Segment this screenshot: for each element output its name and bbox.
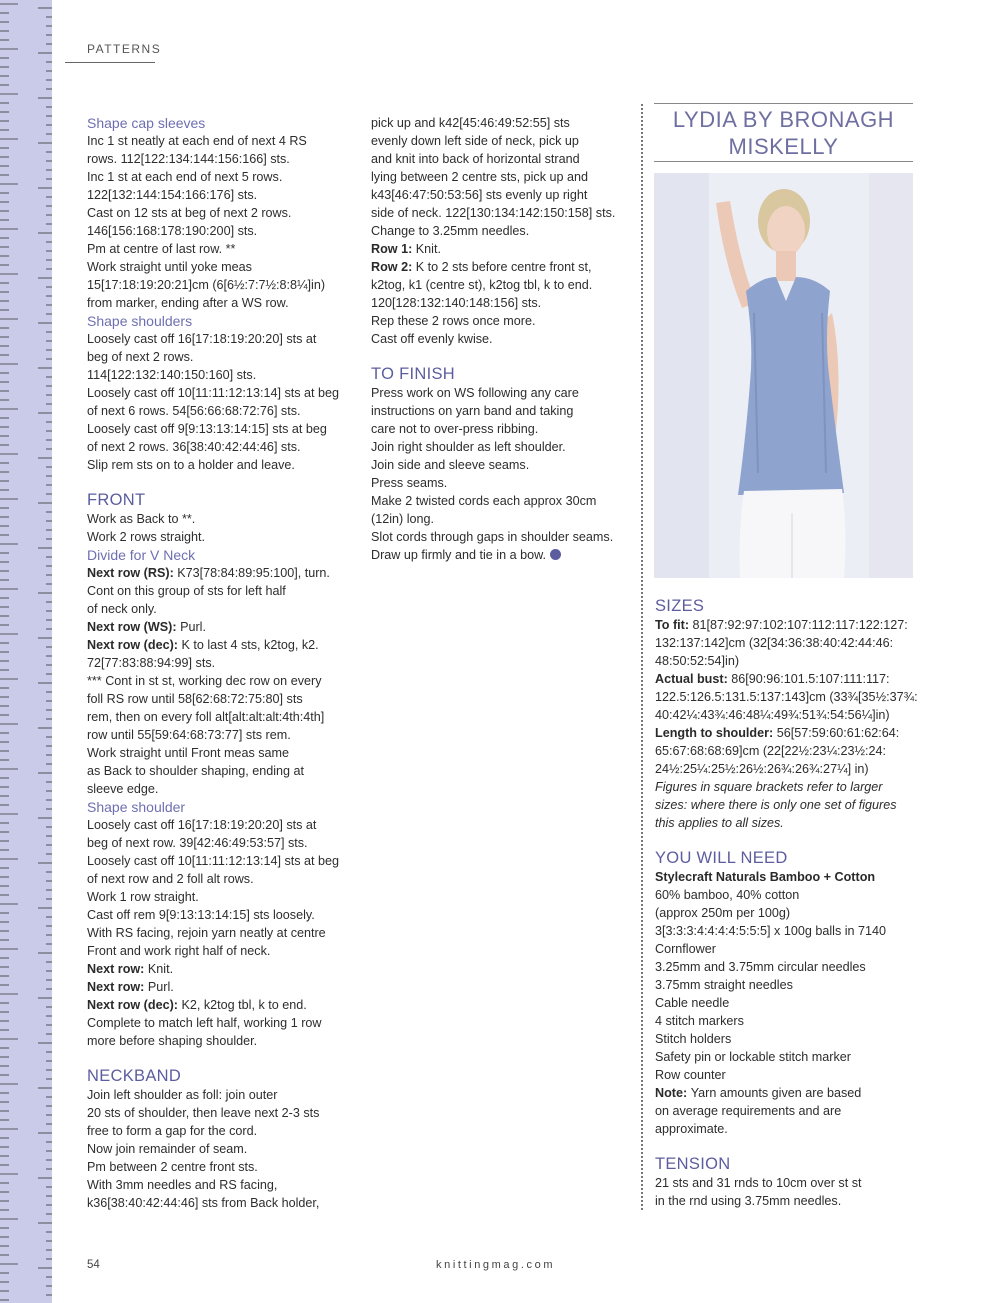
instruction-text: Purl. [147,980,174,994]
column-divider [641,104,643,1210]
model-illustration [654,173,913,578]
instruction-paragraph: Inc 1 st neatly at each end of next 4 RS rows. 112[122:134:144:156:166] sts. Inc 1 st at each end of next 5 rows. 122[132:144:154:166:176] sts. Cast on 12 sts at beg of next 2 rows. 146[156:168:178:190:200] sts. Pm at centre of last row. ** Work straight until yoke meas 15[17:18:19:20:21]cm (6[6½:7:7½:8:8¼]in) from marker, ending after a WS row. [87,134,326,310]
instruction-label: Row 2: [371,260,416,274]
instruction-paragraph: 60% bamboo, 40% cotton (approx 250m per 100g) 3[3:3:3:4:4:4:4:5:5:5] x 100g balls in 7140 Cornflower 3.25mm and 3.75mm circular needles 3.75mm straight needles Cable needle 4 stitch markers Stitch holders Safety pin or lockable stitch marker Row counter [655,888,887,1082]
pattern-info-column [655,596,920,1210]
subheading: Shape cap sleeves [87,115,206,131]
instruction-paragraph: 21 sts and 31 rnds to 10cm over st st in the rnd using 3.75mm needles. [655,1176,862,1208]
instruction-text: K2, k2tog tbl, k to end. [181,998,307,1012]
instruction-paragraph: *** Cont in st st, working dec row on every foll RS row until 58[62:68:72:75:80] sts rem, then on every foll alt[alt:alt:alt:4th:4th] row until 55[59:64:68:73:77] sts rem. Work straight until Front meas same as Back to shoulder shaping, ending at sleeve edge. [87,674,325,796]
instruction-text: Knit. [415,242,441,256]
instruction-label: To fit: [655,618,693,632]
instruction-paragraph: pick up and k42[45:46:49:52:55] sts evenly down left side of neck, pick up and knit into back of horizontal strand lying between 2 centre sts, pick up and k43[46:47:50:53:56] sts evenly up right side of neck. 122[130:134:142:150:158] sts. Change to 3.25mm needles. [371,116,616,238]
subheading: Shape shoulders [87,313,193,329]
instruction-label: Next row: [87,980,148,994]
pattern-column-1 [87,114,352,1212]
instruction-label: Next row (RS): [87,566,178,580]
model-photo [654,173,913,578]
section-heading: TENSION [655,1155,731,1173]
title-line-1: LYDIA BY BRONAGH [672,107,895,132]
instruction-paragraph [87,618,352,636]
section-heading: FRONT [87,491,146,509]
website-footer: knittingmag.com [436,1259,556,1271]
instruction-label: Stylecraft Naturals Bamboo + Cotton [655,870,876,884]
instruction-paragraph [655,670,920,724]
instruction-text: K to 2 sts before centre front st, k2tog, k1 (centre st), k2tog tbl, k to end. 120[128:132:140:148:156] sts. [371,260,593,310]
instruction-paragraph: Press work on WS following any care instructions on yarn band and taking care not to over-press ribbing. Join right shoulder as left shoulder. Join side and sleeve seams. Press seams. Make 2 twisted cords each approx 30cm (12in) long. Slot cords through gaps in shoulder seams. Draw up firmly and tie in a bow. [371,386,614,562]
instruction-label: Length to shoulder: [655,726,777,740]
spacer [87,474,352,490]
end-mark-icon [550,549,561,560]
title-line-2: MISKELLY [728,134,839,159]
instruction-text: 56[57:59:60:61:62:64: 65:67:68:68:69]cm (22[22½:23¼:23½:24: 24½:25¼:25½:26½:26¾:26¾:27¼] in) [655,726,900,776]
title-rule-bottom [654,161,913,162]
instruction-paragraph: Complete to match left half, working 1 row more before shaping shoulder. [87,1016,322,1048]
title-rule-top [654,103,913,104]
instruction-label: Next row: [87,962,148,976]
page-number: 54 [87,1259,100,1271]
pattern-title [654,106,913,160]
section-heading: SIZES [655,597,705,615]
instruction-paragraph [371,240,631,258]
instruction-paragraph [655,724,920,778]
instruction-label: Next row (dec): [87,998,182,1012]
section-heading: YOU WILL NEED [655,849,788,867]
subheading: Divide for V Neck [87,547,196,563]
instruction-paragraph: Join left shoulder as foll: join outer 20 sts of shoulder, then leave next 2-3 sts free to form a gap for the cord. Now join remainder of seam. Pm between 2 centre front sts. With 3mm needles and RS facing, k36[38:40:42:44:46] sts from Back holder, [87,1088,320,1210]
subheading: Shape shoulder [87,799,186,815]
spacer [371,348,631,364]
instruction-text: 81[87:92:97:102:107:112:117:122:127: 132:137:142]cm (32[34:36:38:40:42:44:46: 48:50:52:54]in) [655,618,908,668]
section-label: PATTERNS [87,42,162,56]
header-underline [65,62,155,63]
spacer [655,1138,920,1154]
ruler-ticks [0,0,52,1303]
instruction-paragraph [87,636,352,672]
ruler-strip [0,0,52,1303]
instruction-paragraph [87,978,352,996]
instruction-text: Knit. [147,962,174,976]
pattern-column-2 [371,114,631,564]
size-note: Figures in square brackets refer to larger sizes: where there is only one set of figures this applies to all sizes. [655,780,897,830]
instruction-paragraph: Rep these 2 rows once more. Cast off evenly kwise. [371,314,536,346]
instruction-paragraph [655,868,920,886]
instruction-paragraph [655,616,920,670]
instruction-label: Row 1: [371,242,416,256]
instruction-label: Note: [655,1086,691,1100]
section-heading: TO FINISH [371,365,455,383]
instruction-label: Next row (WS): [87,620,181,634]
instruction-text: K to last 4 sts, k2tog, k2. 72[77:83:88:94:99] sts. [87,638,319,670]
instruction-text: Yarn amounts given are based on average requirements and are approximate. [655,1086,862,1136]
instruction-label: Next row (dec): [87,638,182,652]
instruction-paragraph [87,996,352,1014]
instruction-paragraph: Loosely cast off 16[17:18:19:20:20] sts at beg of next row. 39[42:46:49:53:57] sts. Loosely cast off 10[11:11:12:13:14] sts at beg of next row and 2 foll alt rows. Work 1 row straight. Cast off rem 9[9:13:13:14:15] sts loosely. With RS facing, rejoin yarn neatly at centre Front and work right half of neck. [87,818,340,958]
instruction-paragraph [87,564,352,618]
instruction-paragraph: Loosely cast off 16[17:18:19:20:20] sts at beg of next 2 rows. 114[122:132:140:150:160] sts. Loosely cast off 10[11:11:12:13:14] sts at beg of next 6 rows. 54[56:66:68:72:76] sts. Loosely cast off 9[9:13:13:14:15] sts at beg of next 2 rows. 36[38:40:42:44:46] sts. Slip rem sts on to a holder and leave. [87,332,340,472]
instruction-text: 86[90:96:101.5:107:111:117: 122.5:126.5:131.5:137:143]cm (33¾[35½:37¾: 40:42¼:43¾:46:48¼:49¾:51¾:54:56¼]in) [655,672,918,722]
instruction-text: K73[78:84:89:95:100], turn. Cont on this group of sts for left half of neck only. [87,566,330,616]
instruction-text: Purl. [180,620,206,634]
instruction-label: Actual bust: [655,672,732,686]
spacer [655,832,920,848]
spacer [87,1050,352,1066]
section-heading: NECKBAND [87,1067,182,1085]
instruction-paragraph: Work as Back to **. Work 2 rows straight. [87,512,206,544]
instruction-paragraph [87,960,352,978]
instruction-paragraph [655,1084,920,1138]
instruction-paragraph [371,258,631,312]
